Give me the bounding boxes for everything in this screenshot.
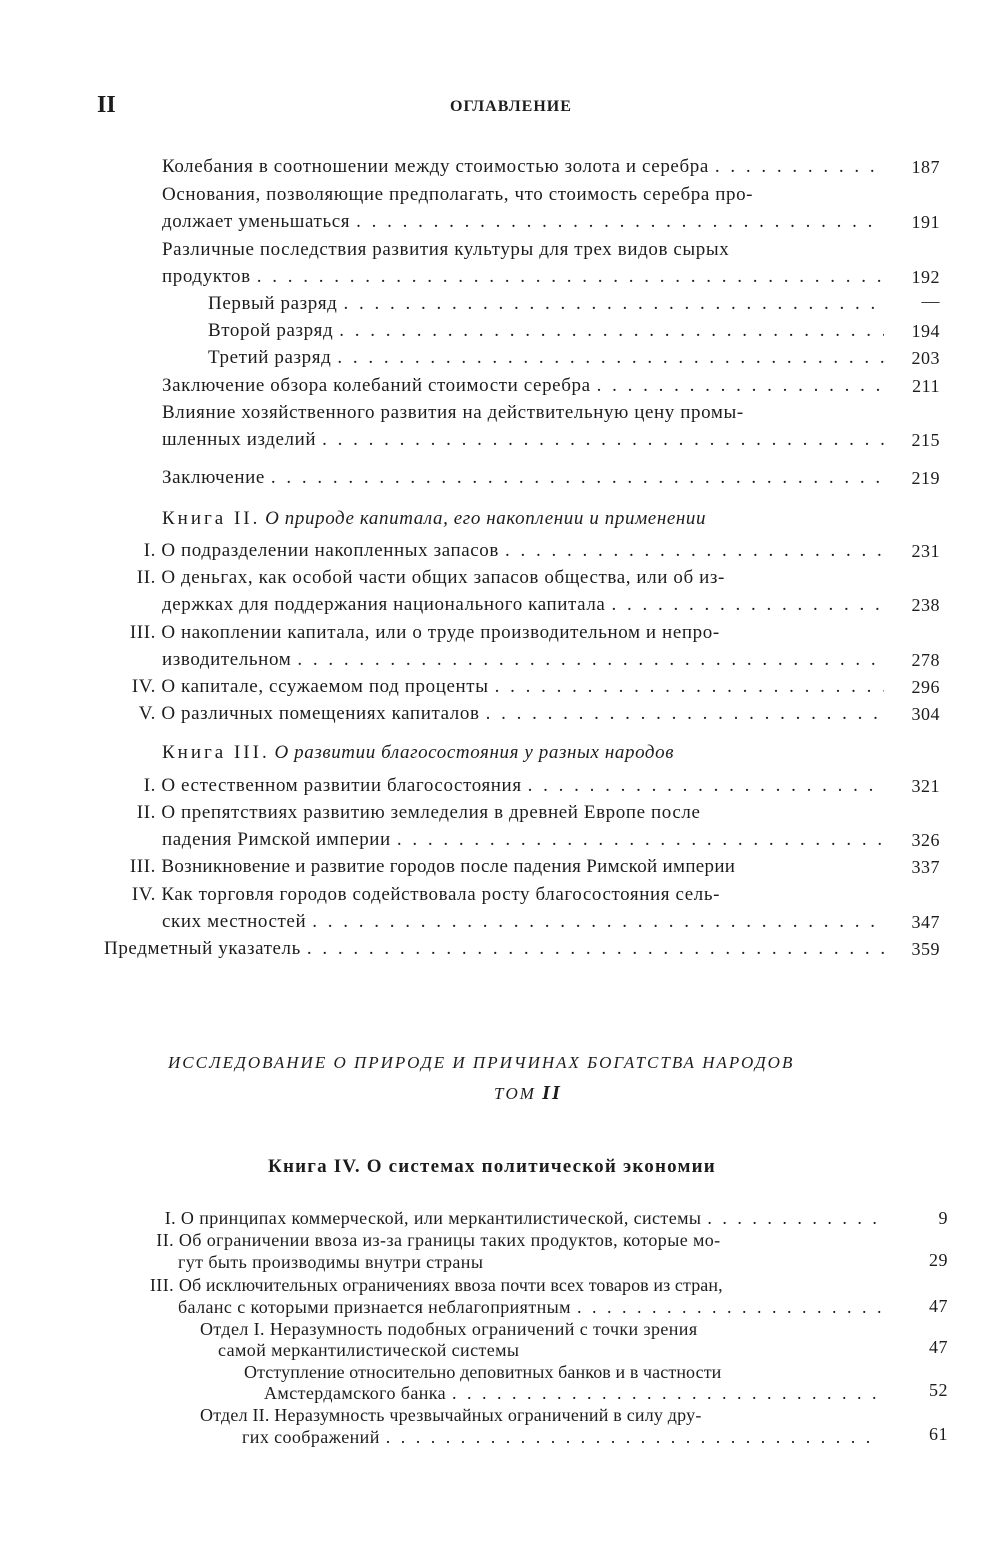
- toc-entry[interactable]: [162, 911, 884, 933]
- leader-dots: [480, 703, 884, 725]
- toc-page-number: 211: [912, 376, 940, 396]
- toc-entry-text: О капитале, ссужаемом под проценты: [161, 676, 489, 697]
- toc-entry[interactable]: [124, 1230, 882, 1251]
- leader-dots: [605, 594, 884, 616]
- toc-page-number: 296: [911, 677, 940, 697]
- toc-page-number: 52: [929, 1380, 948, 1400]
- toc-entry[interactable]: [162, 649, 884, 671]
- toc-entry[interactable]: [140, 1208, 882, 1229]
- toc-entry-text: Амстердамского банка: [264, 1383, 447, 1403]
- chapter-number: III.: [149, 1275, 174, 1295]
- toc-entry-text: самой меркантилистической системы: [218, 1340, 520, 1360]
- toc-entry[interactable]: [264, 1383, 882, 1404]
- leader-dots: [571, 1297, 882, 1318]
- toc-entry-text: Заключение: [162, 467, 265, 488]
- toc-entry[interactable]: [178, 1252, 882, 1273]
- chapter-number: IV.: [131, 676, 156, 697]
- page-title: ОГЛАВЛЕНИЕ: [450, 98, 572, 115]
- leader-dots: [489, 676, 884, 698]
- toc-entry[interactable]: [200, 1405, 882, 1426]
- toc-page-number: 47: [929, 1337, 948, 1357]
- toc-page-number: 347: [911, 912, 940, 932]
- page-number: II: [97, 92, 116, 118]
- toc-entry-text: шленных изделий: [162, 429, 317, 450]
- toc-entry-text: Об ограничении ввоза из-за границы таких продуктов, которые мо-: [178, 1230, 721, 1250]
- leader-dots: [301, 938, 884, 960]
- leader-dots: [331, 347, 884, 369]
- chapter-number: IV.: [131, 884, 156, 905]
- leader-dots: [709, 156, 884, 178]
- leader-dots: [350, 211, 884, 233]
- toc-entry-text: Возникновение и развитие городов после падения Римской империи: [161, 856, 736, 877]
- leader-dots: [316, 429, 884, 451]
- book-heading: Книга IV. О системах политической экономии: [268, 1156, 716, 1177]
- book-heading: [162, 508, 706, 530]
- toc-page-number: 219: [911, 468, 940, 488]
- toc-entry-text: О подразделении накопленных запасов: [161, 540, 499, 561]
- toc-entry[interactable]: [242, 1427, 882, 1448]
- leader-dots: [306, 911, 884, 933]
- toc-entry[interactable]: [162, 829, 884, 851]
- volume-subtitle: [494, 1082, 562, 1105]
- toc-entry-text: Второй разряд: [208, 320, 334, 341]
- toc-entry-text: Как торговля городов содействовала росту благосостояния сель-: [161, 884, 721, 905]
- toc-entry[interactable]: [162, 211, 884, 233]
- toc-entry[interactable]: [120, 622, 884, 644]
- toc-entry[interactable]: [120, 540, 884, 562]
- leader-dots: [291, 649, 884, 671]
- toc-entry-text: падения Римской империи: [162, 829, 391, 850]
- toc-entry[interactable]: [208, 347, 884, 369]
- toc-entry[interactable]: [162, 239, 884, 261]
- toc-page-number: 321: [911, 776, 940, 796]
- toc-page-number: 359: [911, 939, 940, 959]
- toc-entry-text: О естественном развитии благосостояния: [161, 775, 522, 796]
- toc-entry-text: Предметный указатель: [104, 938, 301, 959]
- volume-title: ИССЛЕДОВАНИЕ О ПРИРОДЕ И ПРИЧИНАХ БОГАТСТВА НАРОДОВ: [168, 1053, 795, 1072]
- toc-page-number: 231: [911, 541, 940, 561]
- leader-dots: [446, 1383, 882, 1404]
- toc-page-number: 191: [911, 212, 940, 232]
- leader-dots: [522, 775, 884, 797]
- toc-entry-text: О накоплении капитала, или о труде производительном и непро-: [161, 622, 720, 643]
- book-label: Книга II.: [162, 508, 261, 529]
- toc-page-number: 194: [911, 321, 940, 341]
- chapter-number: III.: [129, 856, 156, 877]
- toc-entry[interactable]: [162, 184, 884, 206]
- toc-entry-text: Отдел I. Неразумность подобных ограничений с точки зрения: [200, 1319, 698, 1339]
- leader-dots: [337, 293, 884, 315]
- toc-entry-text: О различных помещениях капиталов: [161, 703, 480, 724]
- toc-entry-text: баланс с которыми признается неблагоприятным: [178, 1297, 571, 1317]
- toc-entry-text: гих соображений: [242, 1427, 380, 1447]
- toc-entry-text: ских местностей: [162, 911, 307, 932]
- toc-entry-text: О препятствиях развитию земледелия в древней Европе после: [161, 802, 701, 823]
- toc-page-number: 215: [911, 430, 940, 450]
- toc-page-number: 9: [938, 1208, 948, 1228]
- toc-entry[interactable]: [244, 1362, 882, 1383]
- chapter-number: I.: [164, 1208, 176, 1228]
- toc-page-number: 187: [911, 157, 940, 177]
- toc-entry[interactable]: [218, 1340, 882, 1361]
- leader-dots: [591, 375, 884, 397]
- toc-entry-text: Отступление относительно деповитных банков и в частности: [244, 1362, 722, 1382]
- leader-dots: [265, 467, 884, 489]
- toc-entry[interactable]: [162, 266, 884, 288]
- volume-word: ТОМ: [494, 1084, 536, 1103]
- toc-page-number: 278: [911, 650, 940, 670]
- toc-entry-text: продуктов: [162, 266, 251, 287]
- toc-entry-text: изводительном: [162, 649, 292, 670]
- toc-entry-text: О принципах коммерческой, или меркантилистической, системы: [180, 1208, 702, 1228]
- toc-entry[interactable]: [120, 703, 884, 725]
- toc-entry-text: Третий разряд: [208, 347, 332, 368]
- chapter-number: I.: [143, 775, 156, 796]
- toc-page-number: 29: [929, 1250, 948, 1270]
- toc-entry[interactable]: [162, 467, 884, 489]
- toc-page-number: 47: [929, 1296, 948, 1316]
- toc-entry-text: Колебания в соотношении между стоимостью золота и серебра: [162, 156, 709, 177]
- leader-dots: [499, 540, 884, 562]
- toc-entry-text: О деньгах, как особой части общих запасов общества, или об из-: [161, 567, 725, 588]
- toc-entry[interactable]: [120, 567, 884, 589]
- book-title: О развитии благосостояния у разных народов: [274, 742, 675, 763]
- toc-page-number: 203: [911, 348, 940, 368]
- toc-entry[interactable]: [162, 375, 884, 397]
- toc-entry[interactable]: [162, 594, 884, 616]
- toc-page-number: —: [921, 291, 940, 311]
- toc-entry[interactable]: [162, 156, 884, 178]
- chapter-number: V.: [138, 703, 156, 724]
- chapter-number: III.: [129, 622, 156, 643]
- toc-page-number: 192: [911, 267, 940, 287]
- toc-page-number: 337: [911, 857, 940, 877]
- toc-entry[interactable]: [120, 802, 884, 824]
- toc-entry[interactable]: [120, 884, 884, 906]
- toc-entry[interactable]: [208, 320, 884, 342]
- toc-entry-text: должает уменьшаться: [162, 211, 351, 232]
- leader-dots: [701, 1208, 882, 1229]
- toc-entry-text: Отдел II. Неразумность чрезвычайных ограничений в силу дру-: [200, 1405, 702, 1425]
- chapter-number: II.: [156, 1230, 174, 1250]
- toc-entry[interactable]: [120, 856, 884, 878]
- toc-page-number: 326: [911, 830, 940, 850]
- leader-dots: [391, 829, 884, 851]
- book-heading: [162, 742, 674, 764]
- toc-entry[interactable]: [162, 402, 884, 424]
- toc-entry[interactable]: [120, 676, 884, 698]
- toc-entry-text: Об исключительных ограничениях ввоза почти всех товаров из стран,: [178, 1275, 723, 1295]
- toc-entry-text: гут быть производимы внутри страны: [178, 1252, 484, 1272]
- chapter-number: II.: [136, 567, 156, 588]
- toc-entry-text: Заключение обзора колебаний стоимости серебра: [162, 375, 591, 396]
- toc-entry[interactable]: [208, 293, 884, 315]
- toc-entry-text: держках для поддержания национального капитала: [162, 594, 606, 615]
- toc-entry-text: Первый разряд: [208, 293, 338, 314]
- leader-dots: [333, 320, 884, 342]
- toc-entry-text: Влияние хозяйственного развития на действительную цену промы-: [162, 402, 744, 423]
- toc-page-number: 238: [911, 595, 940, 615]
- toc-entry[interactable]: [162, 429, 884, 451]
- toc-entry[interactable]: [178, 1297, 882, 1318]
- toc-entry[interactable]: [120, 775, 884, 797]
- toc-entry[interactable]: [104, 938, 884, 960]
- toc-page-number: 304: [911, 704, 940, 724]
- book-title: О природе капитала, его накоплении и применении: [265, 508, 707, 529]
- toc-entry-text: Различные последствия развития культуры для трех видов сырых: [162, 239, 730, 260]
- book-label: Книга III.: [162, 742, 270, 763]
- leader-dots: [380, 1427, 882, 1448]
- volume-number: II: [542, 1082, 562, 1104]
- chapter-number: I.: [143, 540, 156, 561]
- toc-page-number: 61: [929, 1424, 948, 1444]
- toc-entry[interactable]: [200, 1319, 882, 1340]
- leader-dots: [251, 266, 884, 288]
- chapter-number: II.: [136, 802, 156, 823]
- toc-entry[interactable]: [124, 1275, 882, 1296]
- toc-entry-text: Основания, позволяющие предполагать, что стоимость серебра про-: [162, 184, 754, 205]
